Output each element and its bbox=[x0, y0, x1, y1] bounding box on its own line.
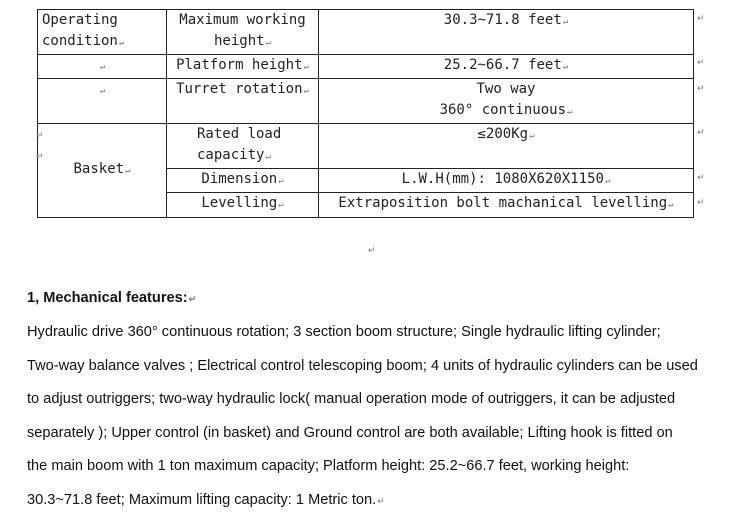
paragraph-mark: ↵ bbox=[697, 128, 705, 138]
paragraph-mark: ↵ bbox=[697, 173, 705, 183]
paragraph-mark: ↵ bbox=[697, 14, 705, 24]
paragraph-mark: ↵ bbox=[368, 246, 376, 256]
paragraph-mark: ↵ bbox=[100, 62, 105, 72]
paragraph-mark: ↵ bbox=[189, 294, 197, 304]
spec-value: 360° continuous bbox=[440, 102, 566, 118]
paragraph-mark: ↵ bbox=[697, 58, 705, 68]
category-label: Basket bbox=[74, 161, 125, 177]
table-row bbox=[38, 10, 694, 55]
paragraph-line: Two-way balance valves ; Electrical control telescoping boom; 4 units of hydraulic cylinders can be used bbox=[27, 350, 739, 384]
paragraph-mark: ↵ bbox=[605, 176, 610, 186]
paragraph-line: Hydraulic drive 360° continuous rotation; 3 section boom structure; Single hydraulic lifting cylinder; bbox=[27, 316, 739, 350]
table-cell bbox=[167, 169, 319, 193]
table-cell bbox=[319, 193, 694, 218]
table-cell bbox=[319, 169, 694, 193]
table-cell bbox=[319, 55, 694, 79]
paragraph-mark: ↵ bbox=[668, 200, 673, 210]
spec-label: Rated load capacity bbox=[197, 126, 281, 163]
paragraph-mark: ↵ bbox=[563, 62, 568, 72]
spec-value: Extraposition bolt machanical levelling bbox=[338, 195, 667, 211]
table-cell bbox=[38, 10, 167, 55]
spec-label: Levelling bbox=[201, 195, 277, 211]
table-cell bbox=[319, 10, 694, 55]
table-cell bbox=[38, 124, 167, 218]
paragraph-mark: ↵ bbox=[36, 152, 44, 162]
paragraph-mark: ↵ bbox=[100, 86, 105, 96]
table-row bbox=[38, 79, 694, 124]
table-cell bbox=[167, 124, 319, 169]
spec-value: 25.2~66.7 feet bbox=[444, 57, 562, 73]
category-label: Operating condition bbox=[42, 12, 118, 49]
table-cell bbox=[319, 124, 694, 169]
paragraph-mark: ↵ bbox=[36, 131, 44, 141]
table-row bbox=[38, 55, 694, 79]
paragraph-mark: ↵ bbox=[697, 198, 705, 208]
paragraph-line: the main boom with 1 ton maximum capacity; Platform height: 25.2~66.7 feet, working height: bbox=[27, 450, 739, 484]
paragraph-mark: ↵ bbox=[377, 496, 385, 506]
spec-value: ≤200Kg bbox=[478, 126, 529, 142]
paragraph-mark: ↵ bbox=[304, 62, 309, 72]
table-cell bbox=[167, 193, 319, 218]
paragraph-mark: ↵ bbox=[567, 107, 572, 117]
paragraph-mark: ↵ bbox=[278, 200, 283, 210]
table-cell bbox=[167, 10, 319, 55]
mechanical-features-section bbox=[27, 287, 739, 518]
paragraph-mark: ↵ bbox=[119, 38, 124, 48]
table-cell bbox=[319, 79, 694, 124]
table-cell bbox=[167, 79, 319, 124]
paragraph-mark: ↵ bbox=[265, 152, 270, 162]
paragraph-mark: ↵ bbox=[697, 84, 705, 94]
table-cell bbox=[38, 55, 167, 79]
paragraph-line: to adjust outriggers; two-way hydraulic lock( manual operation mode of outriggers, it can be adjusted bbox=[27, 383, 739, 417]
spec-value: 30.3~71.8 feet bbox=[444, 12, 562, 28]
spec-value: Two way bbox=[323, 79, 689, 100]
paragraph-mark: ↵ bbox=[563, 17, 568, 27]
paragraph-mark: ↵ bbox=[125, 166, 130, 176]
table-cell bbox=[167, 55, 319, 79]
section-heading: 1, Mechanical features:↵ bbox=[27, 287, 739, 310]
spec-value: L.W.H(mm): 1080X620X1150 bbox=[402, 171, 604, 187]
spec-label: Platform height bbox=[176, 57, 302, 73]
paragraph-line: separately ); Upper control (in basket) and Ground control are both available; Lifting hook is fitted on bbox=[27, 417, 739, 451]
paragraph-mark: ↵ bbox=[529, 131, 534, 141]
table-cell bbox=[38, 79, 167, 124]
paragraph-mark: ↵ bbox=[304, 86, 309, 96]
table-row bbox=[38, 124, 694, 169]
spec-label: Maximum working height bbox=[179, 12, 305, 49]
specifications-table bbox=[37, 9, 694, 218]
paragraph-mark: ↵ bbox=[278, 176, 283, 186]
paragraph-line: 30.3~71.8 feet; Maximum lifting capacity: 1 Metric ton.↵ bbox=[27, 484, 739, 518]
spec-label: Dimension bbox=[201, 171, 277, 187]
paragraph-mark: ↵ bbox=[266, 38, 271, 48]
spec-label: Turret rotation bbox=[176, 81, 302, 97]
